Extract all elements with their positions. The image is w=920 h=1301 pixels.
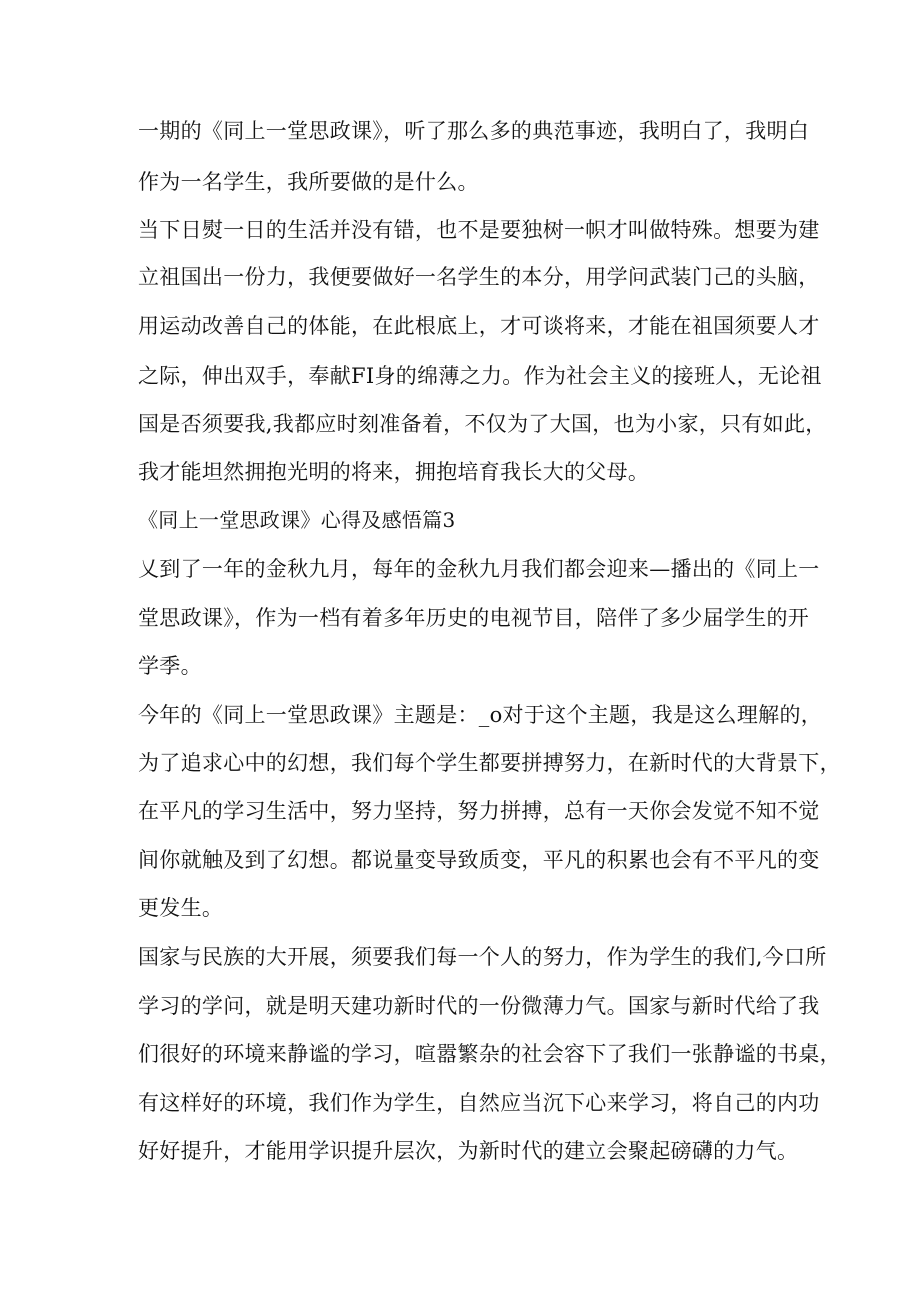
text-line: 当下日熨一日的生活并没有错，也不是要独树一帜才叫做特殊。想要为建 [138,218,820,242]
text-line: 国家与民族的大开展，须要我们每一个人的努力，作为学生的我们,今口所 [138,945,827,969]
text-line: 作为一名学生，我所要做的是什么。 [138,170,479,194]
text-line: 好好提升，才能用学识提升层次，为新时代的建立会聚起磅礴的力气。 [138,1139,799,1163]
text-line: 间你就触及到了幻想。都说量变导致质变，平凡的积累也会有不平凡的变 [138,848,820,872]
text-line: 国是否须要我,我都应时刻准备着，不仅为了大国，也为小家，只有如此， [138,412,827,436]
text-line: 我才能坦然拥抱光明的将来，拥抱培育我长大的父母。 [138,460,650,484]
section-heading: 《同上一堂思政课》心得及感悟篇3 [138,508,456,532]
text-line: 学习的学问，就是明天建功新时代的一份微薄力气。国家与新时代给了我 [138,994,820,1018]
text-line: 学季。 [138,654,202,678]
text-line: 立祖国出一份力，我便要做好一名学生的本分，用学问武装门己的头脑， [138,265,820,289]
text-line: 乂到了一年的金秋九月，每年的金秋九月我们都会迎来—播出的《同上一 [138,557,820,581]
text-line: 堂思政课》，作为一档有着多年历史的电视节目，陪伴了多少届学生的开 [138,606,810,630]
text-line: 有这样好的环境，我们作为学生，自然应当沉下心来学习，将自己的内功 [138,1091,820,1115]
text-line: 一期的《同上一堂思政课》，听了那么多的典范事迹，我明白了，我明白 [138,119,810,143]
text-line: 更发生。 [138,896,224,920]
text-line: 为了追求心中的幻想，我们每个学生都要拼搏努力，在新时代的大背景下， [138,751,841,775]
text-line: 之际，伸出双手，奉献FI身的绵薄之力。作为社会主义的接班人，无论祖 [138,364,822,388]
text-line: 用运动改善自己的体能，在此根底上，才可谈将来，才能在祖国须要人才 [138,314,820,338]
text-line: 今年的《同上一堂思政课》主题是：_o对于这个主题，我是这么理解的， [138,703,823,727]
text-line: 们很好的环境来静谧的学习，喧嚣繁杂的社会容下了我们一张静谧的书桌， [138,1042,841,1066]
text-line: 在平凡的学习生活中，努力坚持，努力拼搏，总有一天你会发觉不知不觉 [138,799,820,823]
